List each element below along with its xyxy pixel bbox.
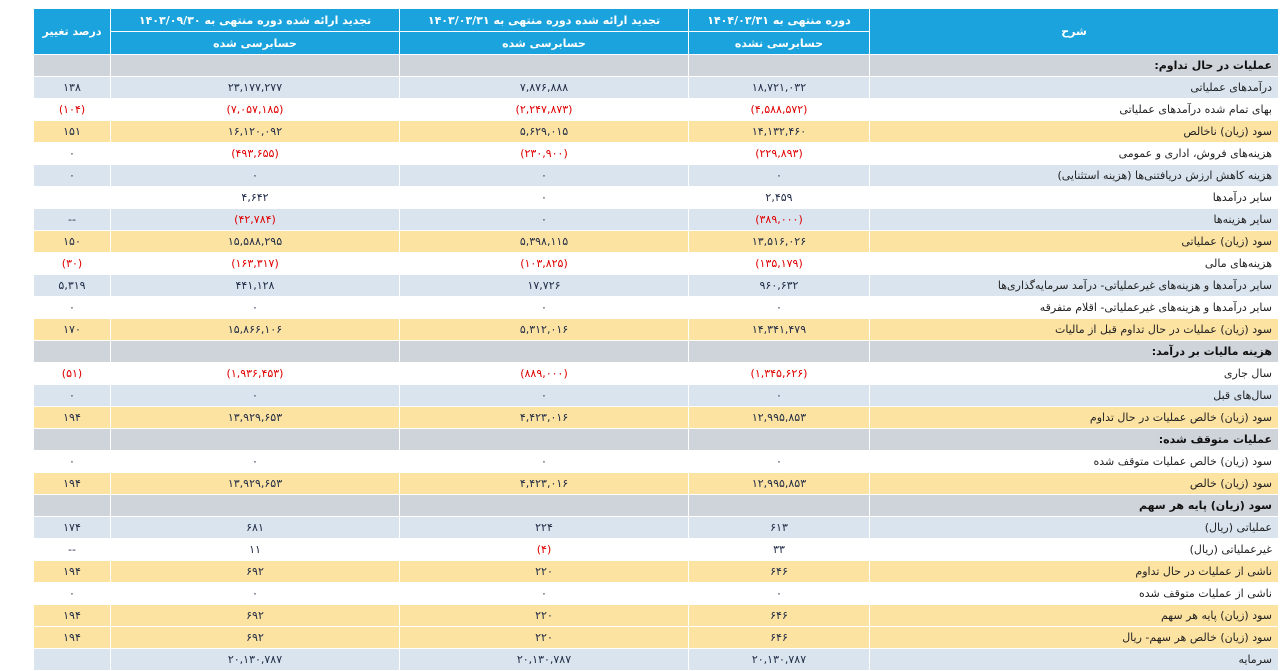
change-cell: ۱۵۱ [34,121,111,143]
change-cell [34,341,111,363]
col2-value-cell: ۰ [400,187,689,209]
change-cell: ۰ [34,385,111,407]
table-row [34,121,1279,143]
table-row [34,275,1279,297]
col2-value-cell: ۵,۶۲۹,۰۱۵ [400,121,689,143]
col2-value-cell: ۵,۳۹۸,۱۱۵ [400,231,689,253]
col1-value-cell: ۲,۴۵۹ [689,187,870,209]
col1-value-cell: (۱,۳۴۵,۶۲۶) [689,363,870,385]
table-row [34,583,1279,605]
row-desc-cell: غیرعملیاتی (ریال) [870,539,1279,561]
table-row [34,253,1279,275]
col1-value-cell: ۱۸,۷۲۱,۰۳۲ [689,77,870,99]
header-col3-title: تجدید ارائه شده دوره منتهی به ۱۴۰۳/۰۹/۳۰ [111,9,400,32]
row-desc-cell: ناشی از عملیات متوقف شده [870,583,1279,605]
section-row [34,495,1279,517]
col3-value-cell: ۱۳,۹۲۹,۶۵۳ [111,473,400,495]
financial-statement-panel [33,8,1278,671]
section-row [34,55,1279,77]
col1-value-cell: ۰ [689,385,870,407]
col3-value-cell [111,429,400,451]
table-body [34,55,1279,671]
change-cell: ۱۳۸ [34,77,111,99]
col3-value-cell: ۰ [111,297,400,319]
col2-value-cell: ۰ [400,583,689,605]
col1-value-cell [689,495,870,517]
col2-value-cell: ۷,۸۷۶,۸۸۸ [400,77,689,99]
col2-value-cell [400,341,689,363]
col3-value-cell: ۱۶,۱۲۰,۰۹۲ [111,121,400,143]
col2-value-cell: ۲۲۴ [400,517,689,539]
col1-value-cell: ۱۳,۵۱۶,۰۲۶ [689,231,870,253]
col3-value-cell: ۲۳,۱۷۷,۲۷۷ [111,77,400,99]
change-cell: -- [34,209,111,231]
col2-value-cell: (۲,۲۴۷,۸۷۳) [400,99,689,121]
col2-value-cell: ۰ [400,385,689,407]
col3-value-cell: ۴,۶۴۲ [111,187,400,209]
row-desc-cell: هزینه‌های فروش، اداری و عمومی [870,143,1279,165]
col2-value-cell: (۲۳۰,۹۰۰) [400,143,689,165]
section-row [34,429,1279,451]
row-desc-cell: سود (زیان) خالص عملیات متوقف شده [870,451,1279,473]
header-row-titles [34,9,1279,32]
section-row [34,341,1279,363]
col2-value-cell: (۸۸۹,۰۰۰) [400,363,689,385]
row-desc-cell: هزینه مالیات بر درآمد: [870,341,1279,363]
row-desc-cell: هزینه کاهش ارزش دریافتنی‌ها (هزینه استثنایی) [870,165,1279,187]
col1-value-cell: ۰ [689,451,870,473]
row-desc-cell: سایر هزینه‌ها [870,209,1279,231]
row-desc-cell: سود (زیان) ناخالص [870,121,1279,143]
table-row [34,605,1279,627]
row-desc-cell: سود (زیان) خالص عملیات در حال تداوم [870,407,1279,429]
row-desc-cell: ناشی از عملیات در حال تداوم [870,561,1279,583]
col2-value-cell: (۴) [400,539,689,561]
row-desc-cell: سایر درآمدها [870,187,1279,209]
change-cell [34,55,111,77]
col1-value-cell: (۴,۵۸۸,۵۷۲) [689,99,870,121]
table-row [34,319,1279,341]
col2-value-cell [400,495,689,517]
table-row [34,473,1279,495]
row-desc-cell: عملیات در حال تداوم: [870,55,1279,77]
change-cell: ۰ [34,297,111,319]
row-desc-cell: سایر درآمدها و هزینه‌های غیرعملیاتی- درآمد سرمایه‌گذاری‌ها [870,275,1279,297]
col3-value-cell: ۰ [111,385,400,407]
row-desc-cell: سود (زیان) پایه هر سهم [870,605,1279,627]
col3-value-cell: (۴۲,۷۸۴) [111,209,400,231]
col1-value-cell: ۲۰,۱۳۰,۷۸۷ [689,649,870,671]
change-cell: ۱۹۴ [34,561,111,583]
col3-value-cell: ۱۳,۹۲۹,۶۵۳ [111,407,400,429]
col1-value-cell [689,429,870,451]
col2-value-cell: ۱۷,۷۲۶ [400,275,689,297]
change-cell: (۱۰۴) [34,99,111,121]
change-cell: ۱۹۴ [34,605,111,627]
table-row [34,143,1279,165]
change-cell: ۱۹۴ [34,407,111,429]
change-cell: ۰ [34,583,111,605]
col3-value-cell: ۶۸۱ [111,517,400,539]
col3-value-cell: (۱,۹۳۶,۴۵۳) [111,363,400,385]
col1-value-cell [689,341,870,363]
table-row [34,209,1279,231]
col1-value-cell: ۱۲,۹۹۵,۸۵۳ [689,407,870,429]
change-cell: ۱۹۴ [34,473,111,495]
change-cell: ۱۹۴ [34,627,111,649]
change-cell [34,187,111,209]
col3-value-cell: ۴۴۱,۱۲۸ [111,275,400,297]
row-desc-cell: سال جاری [870,363,1279,385]
col3-value-cell: ۱۱ [111,539,400,561]
change-cell: ۱۷۰ [34,319,111,341]
table-row [34,297,1279,319]
table-row [34,165,1279,187]
row-desc-cell: سود (زیان) پایه هر سهم [870,495,1279,517]
col1-value-cell: ۱۴,۱۳۲,۴۶۰ [689,121,870,143]
col1-value-cell: ۱۴,۳۴۱,۴۷۹ [689,319,870,341]
col2-value-cell: ۴,۴۲۳,۰۱۶ [400,473,689,495]
row-desc-cell: عملیاتی (ریال) [870,517,1279,539]
table-row [34,385,1279,407]
col3-value-cell: ۰ [111,583,400,605]
col1-value-cell: ۶۴۶ [689,627,870,649]
header-col1-title: دوره منتهی به ۱۴۰۴/۰۳/۳۱ [689,9,870,32]
col3-value-cell: ۰ [111,451,400,473]
col1-value-cell: ۶۱۳ [689,517,870,539]
col3-value-cell: ۶۹۲ [111,605,400,627]
col2-value-cell [400,55,689,77]
header-change: درصد تغییر [34,9,111,55]
row-desc-cell: درآمدهای عملیاتی [870,77,1279,99]
col2-value-cell: ۴,۴۲۳,۰۱۶ [400,407,689,429]
row-desc-cell: سود (زیان) خالص هر سهم- ریال [870,627,1279,649]
col2-value-cell [400,429,689,451]
col3-value-cell: ۱۵,۸۶۶,۱۰۶ [111,319,400,341]
table-row [34,363,1279,385]
col1-value-cell: ۳۳ [689,539,870,561]
col3-value-cell: (۱۶۳,۳۱۷) [111,253,400,275]
col3-value-cell [111,341,400,363]
change-cell [34,495,111,517]
col3-value-cell: ۶۹۲ [111,561,400,583]
change-cell: (۵۱) [34,363,111,385]
col3-value-cell [111,55,400,77]
col1-value-cell: ۰ [689,165,870,187]
table-row [34,407,1279,429]
table-row [34,517,1279,539]
col3-value-cell: ۰ [111,165,400,187]
change-cell [34,649,111,671]
col3-value-cell [111,495,400,517]
col2-value-cell: ۰ [400,451,689,473]
change-cell: ۱۷۴ [34,517,111,539]
income-statement-table [33,8,1279,671]
row-desc-cell: هزینه‌های مالی [870,253,1279,275]
table-row [34,231,1279,253]
header-col2-audit: حسابرسی شده [400,32,689,55]
change-cell: ۰ [34,165,111,187]
header-col2-title: تجدید ارائه شده دوره منتهی به ۱۴۰۳/۰۳/۳۱ [400,9,689,32]
row-desc-cell: سرمایه [870,649,1279,671]
change-cell: ۱۵۰ [34,231,111,253]
col1-value-cell [689,55,870,77]
col2-value-cell: ۲۲۰ [400,605,689,627]
table-row [34,627,1279,649]
col2-value-cell: ۰ [400,297,689,319]
col1-value-cell: ۶۴۶ [689,561,870,583]
col1-value-cell: ۰ [689,297,870,319]
col2-value-cell: ۲۲۰ [400,627,689,649]
table-row [34,451,1279,473]
col1-value-cell: ۱۲,۹۹۵,۸۵۳ [689,473,870,495]
table-header [34,9,1279,55]
table-row [34,539,1279,561]
col2-value-cell: (۱۰۳,۸۲۵) [400,253,689,275]
row-desc-cell: سایر درآمدها و هزینه‌های غیرعملیاتی- اقلام متفرقه [870,297,1279,319]
row-desc-cell: سال‌های قبل [870,385,1279,407]
col2-value-cell: ۰ [400,165,689,187]
row-desc-cell: سود (زیان) عملیاتی [870,231,1279,253]
col2-value-cell: ۵,۳۱۲,۰۱۶ [400,319,689,341]
change-cell: -- [34,539,111,561]
col3-value-cell: (۷,۰۵۷,۱۸۵) [111,99,400,121]
col3-value-cell: (۴۹۳,۶۵۵) [111,143,400,165]
col1-value-cell: ۶۴۶ [689,605,870,627]
col1-value-cell: ۹۶۰,۶۳۲ [689,275,870,297]
table-row [34,77,1279,99]
row-desc-cell: عملیات متوقف شده: [870,429,1279,451]
change-cell: (۳۰) [34,253,111,275]
col1-value-cell: (۳۸۹,۰۰۰) [689,209,870,231]
header-col1-audit: حسابرسی نشده [689,32,870,55]
col1-value-cell: (۱۳۵,۱۷۹) [689,253,870,275]
col2-value-cell: ۰ [400,209,689,231]
table-row [34,99,1279,121]
table-row [34,649,1279,671]
col3-value-cell: ۶۹۲ [111,627,400,649]
col1-value-cell: (۲۲۹,۸۹۳) [689,143,870,165]
col2-value-cell: ۲۰,۱۳۰,۷۸۷ [400,649,689,671]
col3-value-cell: ۲۰,۱۳۰,۷۸۷ [111,649,400,671]
table-row [34,187,1279,209]
change-cell [34,429,111,451]
header-col3-audit: حسابرسی شده [111,32,400,55]
col2-value-cell: ۲۲۰ [400,561,689,583]
change-cell: ۵,۳۱۹ [34,275,111,297]
row-desc-cell: سود (زیان) خالص [870,473,1279,495]
row-desc-cell: سود (زیان) عملیات در حال تداوم قبل از مالیات [870,319,1279,341]
col3-value-cell: ۱۵,۵۸۸,۲۹۵ [111,231,400,253]
change-cell: ۰ [34,451,111,473]
header-desc: شرح [870,9,1279,55]
col1-value-cell: ۰ [689,583,870,605]
row-desc-cell: بهای تمام شده درآمدهای عملیاتی [870,99,1279,121]
change-cell: ۰ [34,143,111,165]
table-row [34,561,1279,583]
